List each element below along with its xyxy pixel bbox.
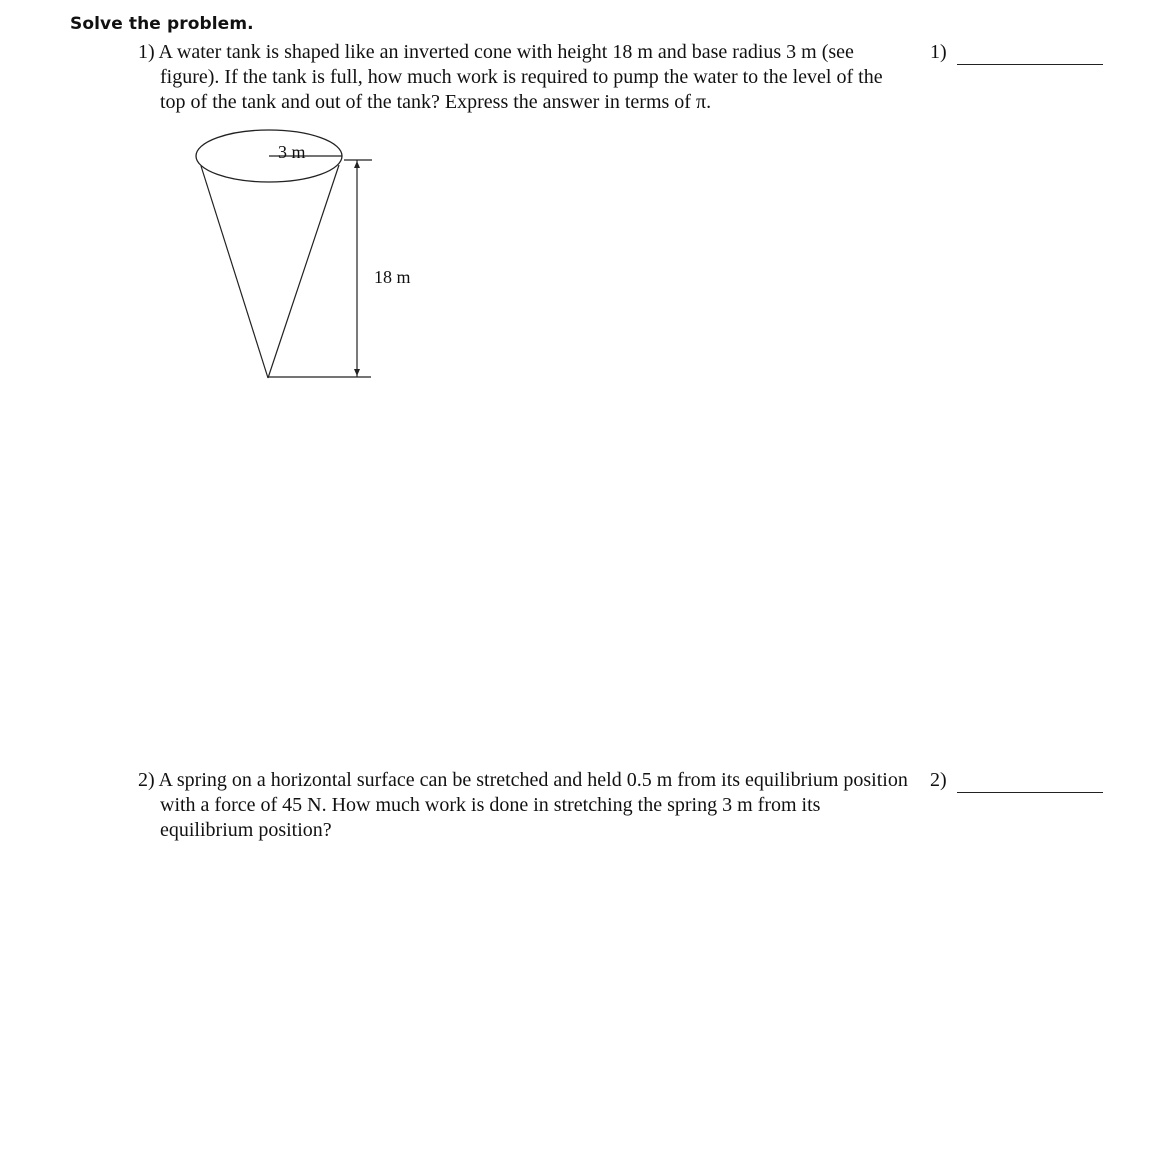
answer-2-label: 2) bbox=[930, 769, 947, 791]
cone-left-side bbox=[201, 166, 268, 378]
answer-2-blank-line[interactable] bbox=[957, 773, 1103, 793]
height-arrow-top bbox=[354, 161, 360, 168]
answer-2[interactable] bbox=[930, 768, 1103, 793]
problem-2-text: 2) A spring on a horizontal surface can be stretched and held 0.5 m from its equilibrium position with a force of 45 N. How much work is done in stretching the spring 3 m from its equilibrium position? bbox=[138, 769, 908, 841]
height-label: 18 m bbox=[374, 267, 411, 287]
height-arrow-bottom bbox=[354, 369, 360, 376]
cone-right-side bbox=[268, 165, 339, 378]
answer-1-label: 1) bbox=[930, 41, 947, 63]
problem-1-text: 1) A water tank is shaped like an inverted cone with height 18 m and base radius 3 m (see figure). If the tank is full, how much work is required to pump the water to the level of the top of the tank and out of the tank? Express the answer in terms of π. bbox=[138, 41, 883, 113]
problem-2 bbox=[138, 768, 908, 843]
radius-label: 3 m bbox=[278, 142, 306, 162]
section-heading: Solve the problem. bbox=[70, 14, 254, 34]
